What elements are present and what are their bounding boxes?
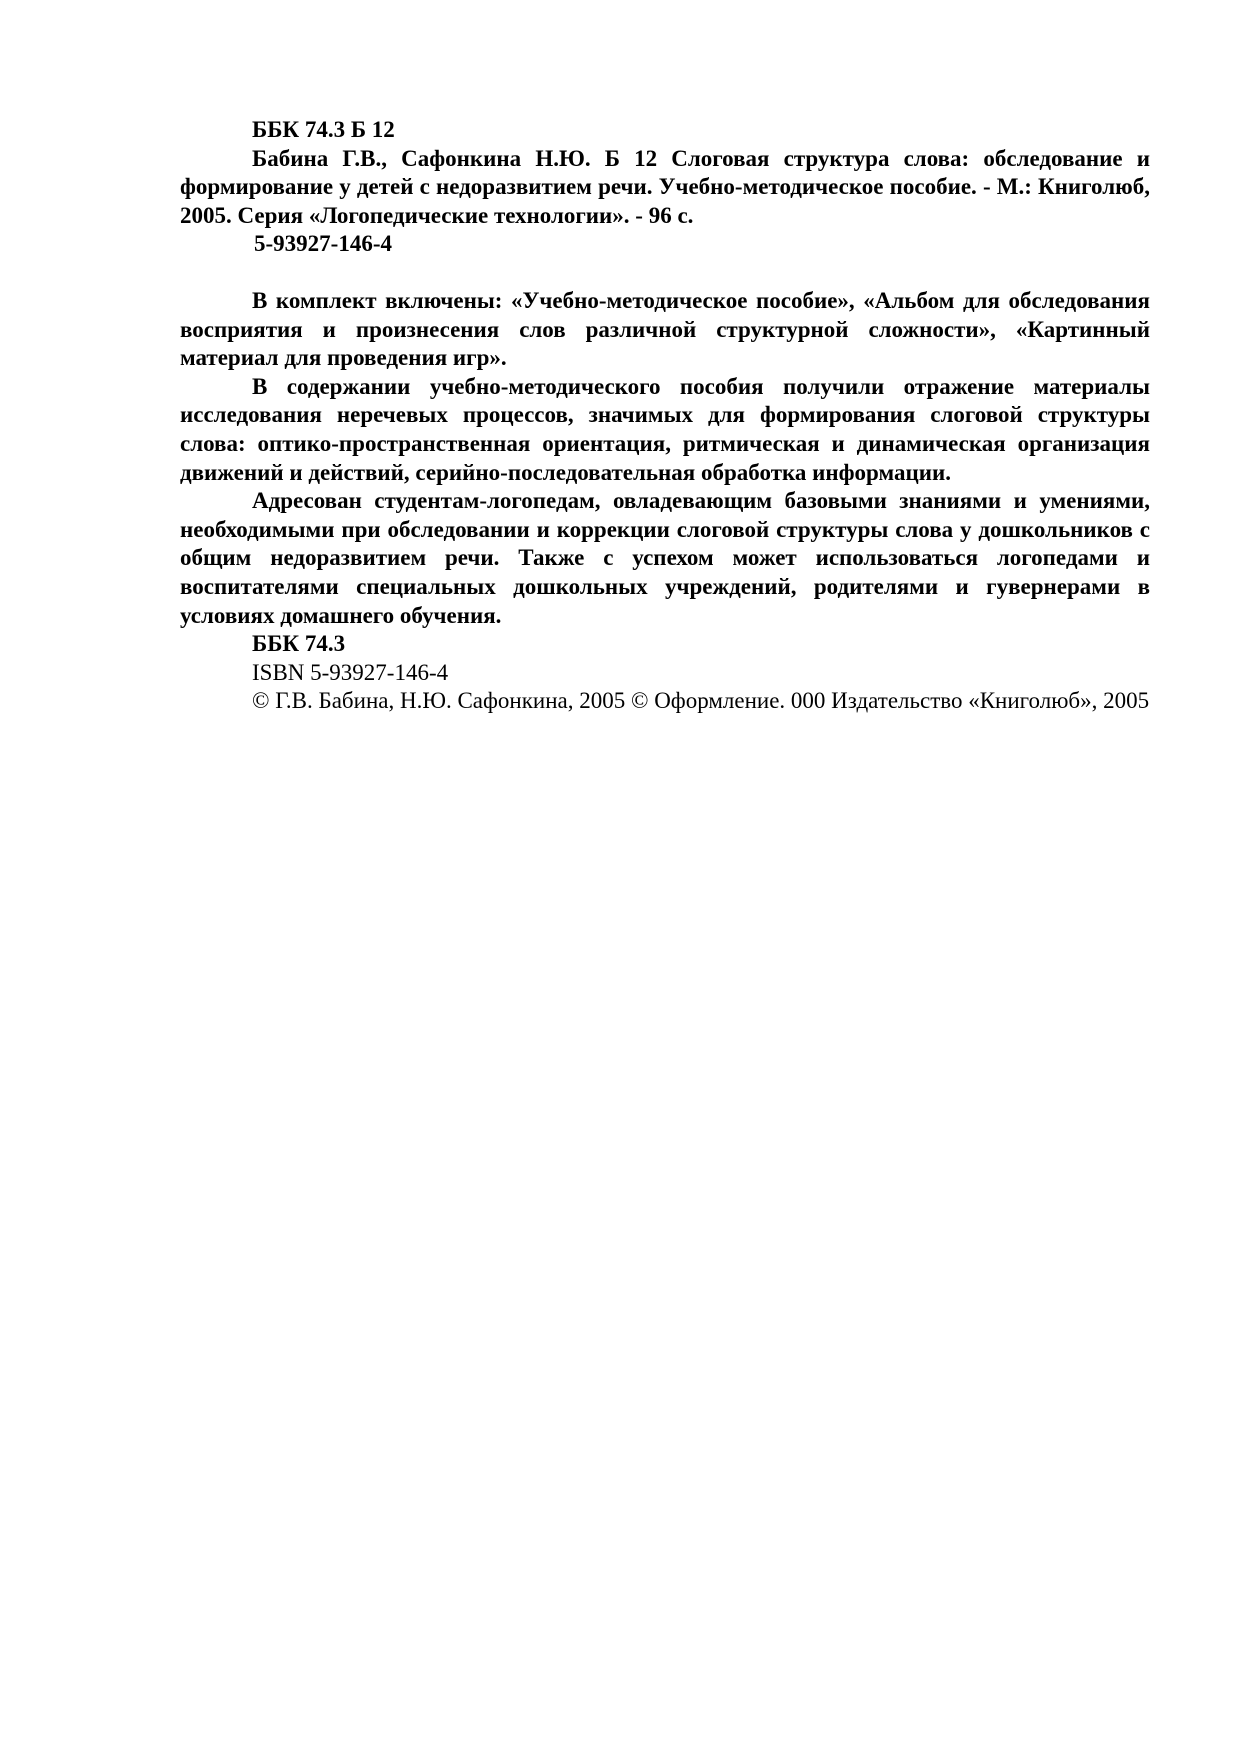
bbk-code: ББК 74.3 Б 12 bbox=[252, 117, 395, 142]
audience-paragraph: Адресован студентам-логопедам, овладевающим базовыми знаниями и умениями, необходимыми при обследовании и коррекции слоговой структуры слова у дошкольников с общим недоразвитием речи. Также с успехом может использоваться логопедами и воспитателями специальных дошкольных учреждений, родителями и гувернерами в условиях домашнего обучения. bbox=[180, 488, 1150, 628]
copyright-notice: © Г.В. Бабина, Н.Ю. Сафонкина, 2005 © Оформление. 000 Издательство «Книголюб», 2005 bbox=[252, 688, 1150, 714]
spacer bbox=[180, 259, 1150, 287]
bibliographic-citation: Бабина Г.В., Сафонкина Н.Ю. Б 12 Слоговая структура слова: обследование и формирование у детей с недоразвитием речи. Учебно-методическое пособие. - М.: Книголюб, 2005. Серия «Логопедические технологии». - 96 с. bbox=[180, 145, 1150, 228]
isbn-short: 5-93927-146-4 bbox=[254, 231, 392, 257]
isbn-full: ISBN 5-93927-146-4 bbox=[252, 659, 449, 685]
document-page bbox=[180, 116, 1150, 716]
bbk-footer: ББК 74.3 bbox=[252, 631, 346, 657]
content-summary-paragraph: В содержании учебно-методического пособия получили отражение материалы исследования неречевых процессов, значимых для формирования слоговой структуры слова: оптико-пространственная ориентация, ритмическая и динамическая организация движений и действий, серийно-последовательная обработка информации. bbox=[180, 373, 1150, 485]
kit-contents-paragraph: В комплект включены: «Учебно-методическое пособие», «Альбом для обследования восприятия и произнесения слов различной структурной сложности», «Картинный материал для проведения игр». bbox=[180, 287, 1150, 371]
